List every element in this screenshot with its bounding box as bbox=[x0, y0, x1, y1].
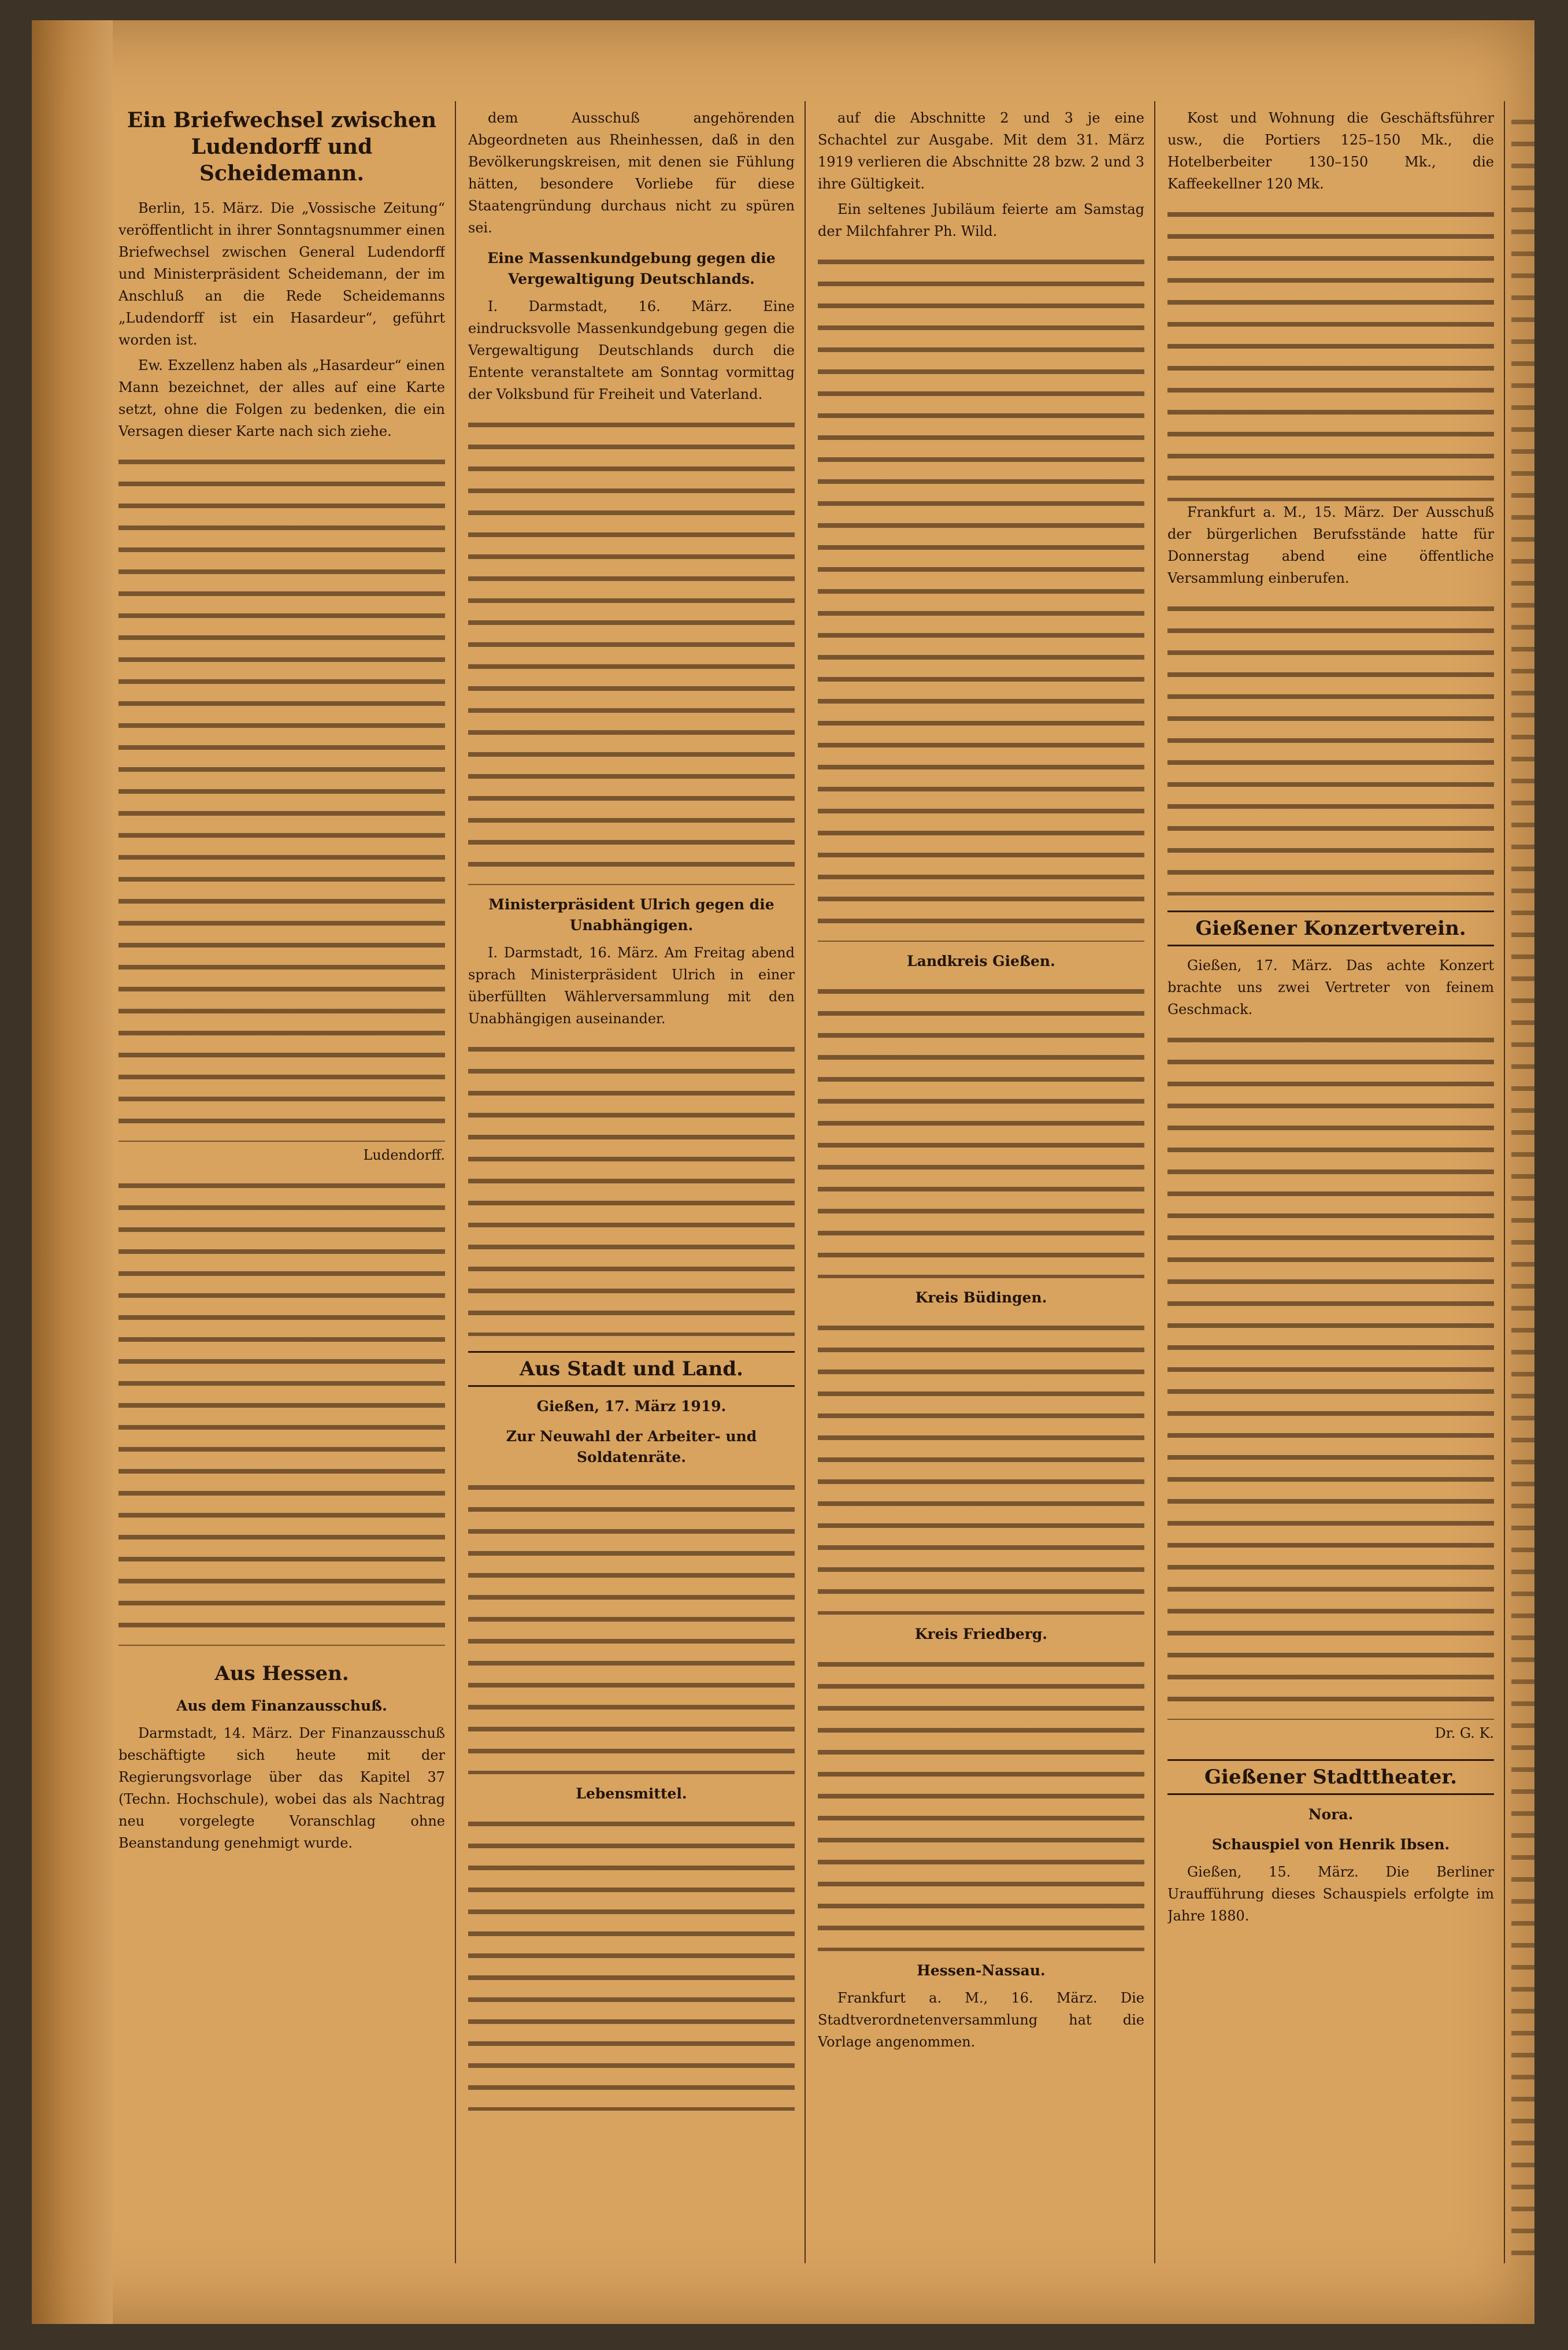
section-heading: Aus Stadt und Land. bbox=[468, 1351, 795, 1387]
column-1 bbox=[118, 107, 445, 2258]
article-paragraph: Berlin, 15. März. Die „Vossische Zeitung“ veröffentlicht in ihrer Sonntagsnummer einen Briefwechsel zwischen General Ludendorff und Ministerpräsident Scheidemann, der im Anschluß an die Rede Scheidemanns „Ludendorff ist ein Hasardeur“, geführt worden ist. bbox=[118, 200, 445, 348]
subsection-heading: Kreis Friedberg. bbox=[914, 1626, 1048, 1642]
article-paragraph: dem Ausschuß angehörenden Abgeordneten aus Rheinhessen, daß in den Bevölkerungskreisen, mit denen sie Fühlung hätten, besondere Vorliebe für diese Staatengründung durchaus nicht zu spüren sei. bbox=[468, 110, 795, 236]
article-body-text bbox=[118, 1172, 445, 1646]
subsection-heading: Landkreis Gießen. bbox=[907, 953, 1055, 969]
column-rule bbox=[455, 101, 456, 2263]
subsection-heading: Ministerpräsident Ulrich gegen die Unabhängigen. bbox=[488, 896, 774, 934]
article-paragraph: Kost und Wohnung die Geschäftsführer usw., die Portiers 125–150 Mk., die Hotelberbeiter 130–150 Mk., die Kaffeekellner 120 Mk. bbox=[1167, 110, 1494, 192]
article-signature: Dr. G. K. bbox=[1434, 1725, 1494, 1741]
column-rule bbox=[1154, 101, 1155, 2263]
article-paragraph: auf die Abschnitte 2 und 3 je eine Schachtel zur Ausgabe. Mit dem 31. März 1919 verlieren die Abschnitte 28 bzw. 2 und 3 ihre Gültigkeit. bbox=[818, 110, 1144, 192]
article-body-text bbox=[468, 1810, 795, 2111]
article-body-text bbox=[468, 1035, 795, 1336]
subsection-heading: Aus dem Finanzausschuß. bbox=[176, 1697, 387, 1714]
article-body-text bbox=[468, 411, 795, 885]
newspaper-page bbox=[32, 20, 1534, 2324]
article-body-text bbox=[818, 1314, 1144, 1615]
subsection-heading: Hessen-Nassau. bbox=[917, 1962, 1046, 1979]
subsection-heading: Nora. bbox=[1308, 1806, 1354, 1823]
section-heading: Aus Hessen. bbox=[214, 1662, 349, 1685]
article-body-text bbox=[818, 978, 1144, 1278]
article-paragraph: I. Darmstadt, 16. März. Am Freitag abend sprach Ministerpräsident Ulrich in einer überfüllten Wählerversammlung mit den Unabhängigen auseinander. bbox=[468, 945, 795, 1027]
article-body-text bbox=[1167, 1026, 1494, 1720]
subsection-heading: Lebensmittel. bbox=[576, 1785, 687, 1802]
article-paragraph: Ein seltenes Jubiläum feierte am Samstag der Milchfahrer Ph. Wild. bbox=[818, 201, 1144, 239]
article-body-text bbox=[818, 1650, 1144, 1951]
article-paragraph: Gießen, 15. März. Die Berliner Uraufführung dieses Schauspiels erfolgte im Jahre 1880. bbox=[1167, 1864, 1494, 1924]
page-binding-shadow bbox=[32, 20, 113, 2324]
adjacent-page-edge bbox=[1511, 107, 1534, 2258]
subsection-heading: Schauspiel von Henrik Ibsen. bbox=[1211, 1836, 1450, 1853]
column-4 bbox=[1167, 107, 1494, 2258]
column-3 bbox=[818, 107, 1144, 2258]
article-headline: Ein Briefwechsel zwischen Ludendorff und Scheidemann. bbox=[127, 108, 437, 186]
subsection-heading: Zur Neuwahl der Arbeiter- und Soldatenräte. bbox=[506, 1428, 757, 1465]
article-paragraph: Ew. Exzellenz haben als „Hasardeur“ einen Mann bezeichnet, der alles auf eine Karte setzt, ohne die Folgen zu bedenken, die ein Versagen dieser Karte nach sich ziehe. bbox=[118, 357, 445, 439]
dateline: Gießen, 17. März 1919. bbox=[536, 1398, 726, 1415]
column-rule bbox=[805, 101, 806, 2263]
section-heading: Gießener Konzertverein. bbox=[1167, 911, 1494, 946]
column-rule bbox=[1504, 101, 1505, 2263]
article-body-text bbox=[1167, 595, 1494, 895]
subsection-heading: Kreis Büdingen. bbox=[915, 1289, 1047, 1306]
section-heading: Gießener Stadttheater. bbox=[1167, 1759, 1494, 1795]
article-body-text bbox=[118, 448, 445, 1142]
article-body-text bbox=[818, 248, 1144, 942]
article-signature: Ludendorff. bbox=[363, 1147, 445, 1163]
article-paragraph: Frankfurt a. M., 15. März. Der Ausschuß der bürgerlichen Berufsstände hatte für Donnerstag abend eine öffentliche Versammlung einberufen. bbox=[1167, 504, 1494, 586]
article-paragraph: Gießen, 17. März. Das achte Konzert brachte uns zwei Vertreter von feinem Geschmack. bbox=[1167, 957, 1494, 1017]
article-paragraph: Frankfurt a. M., 16. März. Die Stadtverordnetenversammlung hat die Vorlage angenommen. bbox=[818, 1990, 1144, 2050]
subsection-heading: Eine Massenkundgebung gegen die Vergewaltigung Deutschlands. bbox=[487, 250, 776, 287]
article-paragraph: I. Darmstadt, 16. März. Eine eindrucksvolle Massenkundgebung gegen die Vergewaltigung Deutschlands durch die Entente veranstaltete am Sonntag vormittag der Volksbund für Freiheit und Vaterland. bbox=[468, 298, 795, 402]
article-body-text bbox=[468, 1474, 795, 1774]
column-2 bbox=[468, 107, 795, 2258]
article-body-text bbox=[1167, 201, 1494, 501]
article-paragraph: Darmstadt, 14. März. Der Finanzausschuß beschäftigte sich heute mit der Regierungsvorlage über das Kapitel 37 (Techn. Hochschule), wobei das als Nachtrag neu vorgelegte Voranschlag ohne Beanstandung genehmigt wurde. bbox=[118, 1725, 445, 1851]
